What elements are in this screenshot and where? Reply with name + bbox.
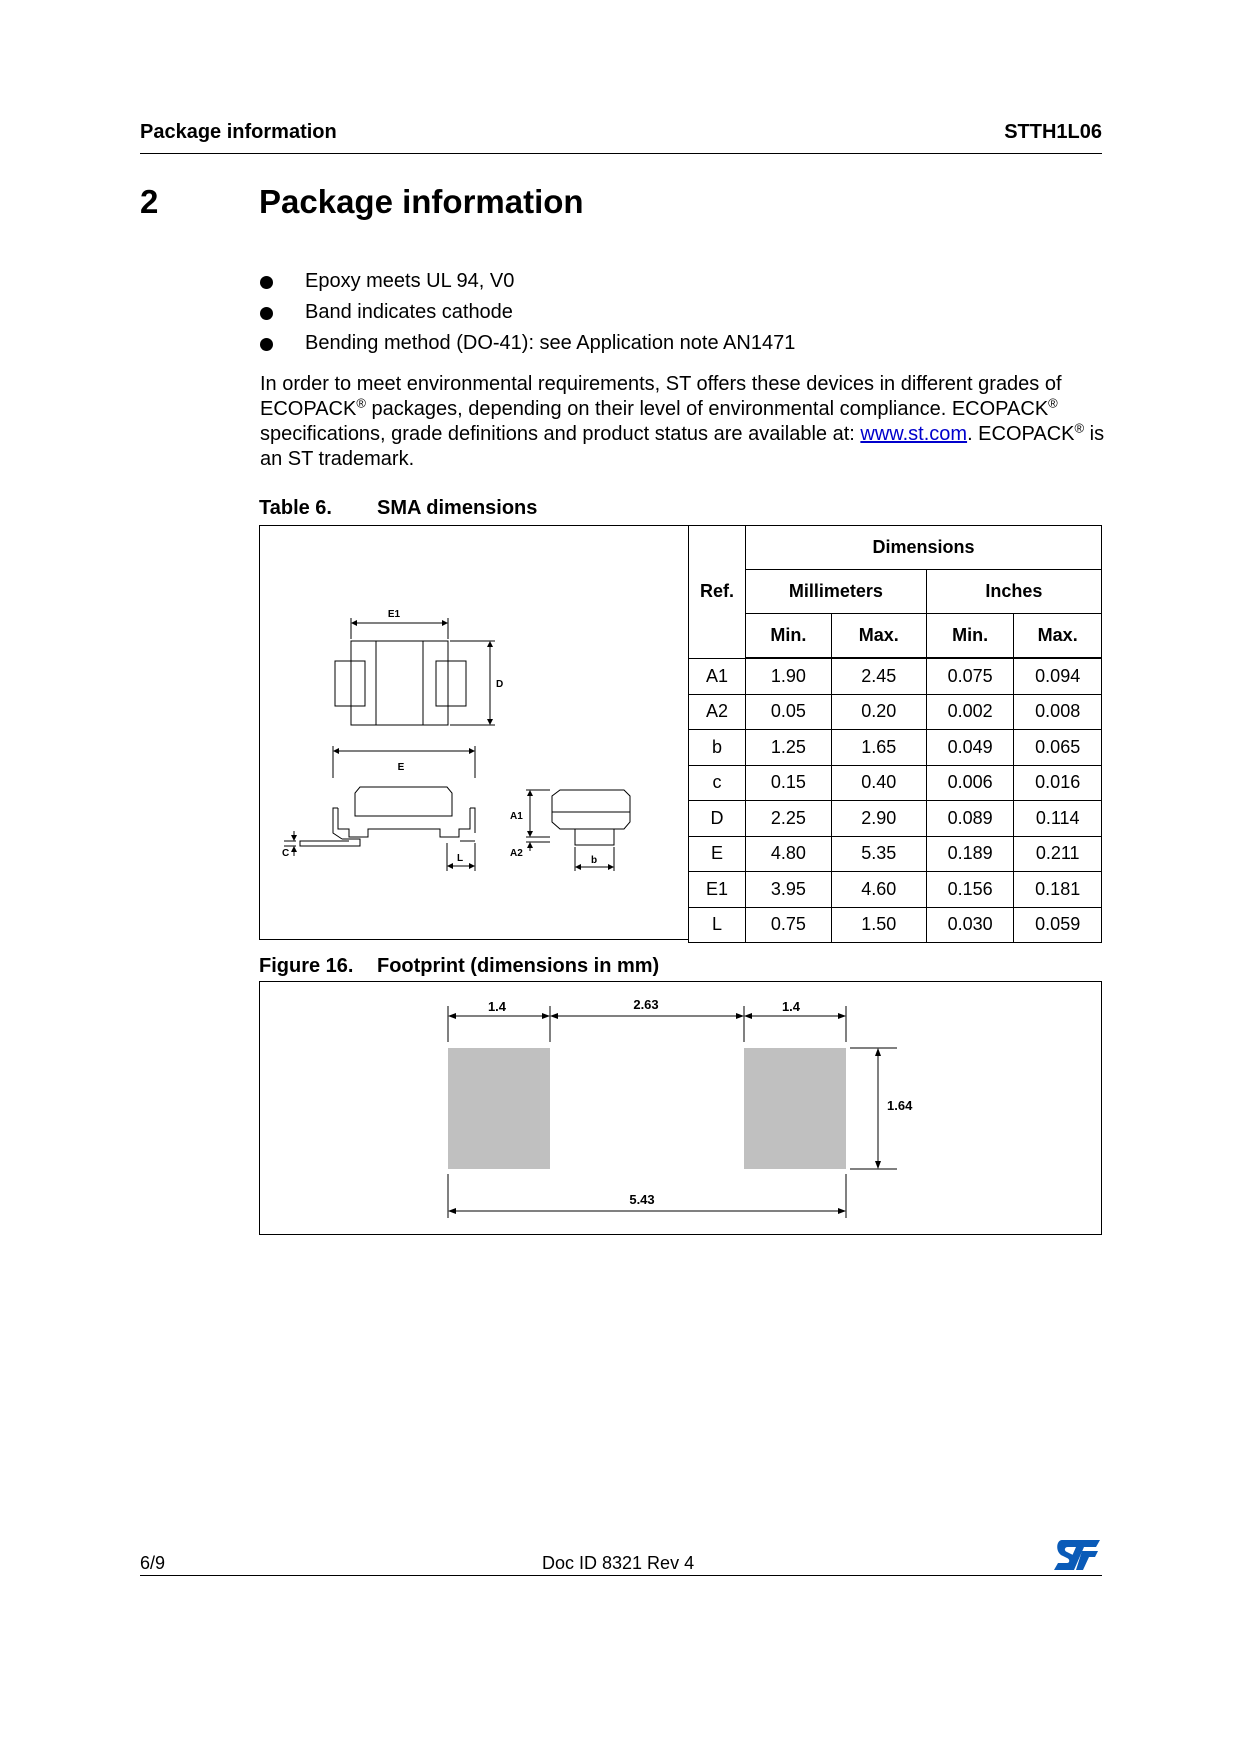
table-cell-value: 0.156 — [926, 872, 1014, 908]
label-C: C — [282, 848, 290, 859]
sma-package-drawing — [260, 526, 690, 941]
col-header-mm-min: Min. — [746, 614, 832, 659]
figure-caption-title: Footprint (dimensions in mm) — [377, 955, 660, 977]
table-cell-value: 1.65 — [831, 730, 926, 766]
col-header-inches: Inches — [926, 570, 1101, 614]
table-cell-value: 0.211 — [1014, 836, 1102, 872]
list-item: Bending method (DO-41): see Application note AN1471 — [260, 328, 795, 359]
table-cell-value: 4.80 — [746, 836, 832, 872]
table-cell-value: 0.75 — [746, 907, 832, 943]
table-cell-value: 0.40 — [831, 765, 926, 801]
svg-text:ST: ST — [952, 1437, 954, 1438]
table-cell-ref: L — [689, 907, 746, 943]
label-b: b — [590, 855, 598, 866]
ecopack-paragraph: In order to meet environmental requirements, ST offers these devices in different grades of ECOPACK® packages, depending on their level of environmental compliance. ECOPACK® specifications, grade definitions and product status are available at: www.st.com. ECOPACK® is an ST trademark. — [260, 373, 1105, 470]
table-row — [689, 872, 1102, 908]
package-drawing-cell — [259, 525, 689, 940]
table-cell-value: 1.25 — [746, 730, 832, 766]
table-cell-value: 0.075 — [926, 658, 1014, 694]
label-A2: A2 — [510, 848, 523, 859]
dim-total: 5.43 — [629, 1192, 655, 1207]
running-header-right: STTH1L06 — [1004, 121, 1102, 143]
dim-pad-left: 1.4 — [487, 999, 507, 1014]
col-header-millimeters: Millimeters — [746, 570, 927, 614]
table-cell-value: 0.181 — [1014, 872, 1102, 908]
table-caption-title: SMA dimensions — [377, 497, 538, 519]
table-cell-value: 0.094 — [1014, 658, 1102, 694]
table-cell-value: 0.002 — [926, 694, 1014, 730]
table-cell-value: 0.065 — [1014, 730, 1102, 766]
table-cell-value: 1.50 — [831, 907, 926, 943]
label-E1: E1 — [387, 609, 401, 620]
footprint-drawing — [260, 982, 1103, 1236]
table-row — [689, 907, 1102, 943]
bullet-icon — [260, 338, 273, 351]
table-cell-value: 0.059 — [1014, 907, 1102, 943]
table-cell-value: 3.95 — [746, 872, 832, 908]
table-cell-ref: E — [689, 836, 746, 872]
table-row — [689, 730, 1102, 766]
feature-list — [260, 266, 795, 359]
table-row — [689, 801, 1102, 837]
table-cell-value: 0.089 — [926, 801, 1014, 837]
header-rule — [140, 153, 1102, 154]
table-cell-value: 0.006 — [926, 765, 1014, 801]
col-header-ref: Ref. — [689, 526, 746, 659]
table-cell-value: 0.05 — [746, 694, 832, 730]
table-cell-value: 0.016 — [1014, 765, 1102, 801]
section-number: 2 — [140, 183, 159, 220]
footprint-pad-right — [744, 1048, 846, 1169]
page-number: 6/9 — [140, 1553, 166, 1573]
bullet-icon — [260, 276, 273, 289]
st-logo-icon — [952, 1437, 1102, 1573]
label-D: D — [496, 679, 504, 690]
table-cell-value: 4.60 — [831, 872, 926, 908]
table-cell-value: 0.189 — [926, 836, 1014, 872]
table-cell-ref: c — [689, 765, 746, 801]
col-header-in-max: Max. — [1014, 614, 1102, 659]
col-header-dimensions: Dimensions — [746, 526, 1102, 570]
figure-caption-label: Figure 16. — [259, 955, 354, 977]
table-row — [689, 836, 1102, 872]
st-logo — [952, 1437, 1102, 1573]
label-A1: A1 — [510, 811, 523, 822]
doc-id: Doc ID 8321 Rev 4 — [542, 1553, 695, 1573]
dim-height: 1.64 — [887, 1098, 913, 1113]
table-cell-value: 0.049 — [926, 730, 1014, 766]
table-cell-ref: D — [689, 801, 746, 837]
dim-pad-right: 1.4 — [781, 999, 801, 1014]
bullet-icon — [260, 307, 273, 320]
col-header-in-min: Min. — [926, 614, 1014, 659]
col-header-mm-max: Max. — [831, 614, 926, 659]
table-cell-value: 0.114 — [1014, 801, 1102, 837]
running-header-left: Package information — [140, 121, 337, 143]
table-cell-ref: E1 — [689, 872, 746, 908]
table-cell-value: 0.15 — [746, 765, 832, 801]
table-cell-value: 2.45 — [831, 658, 926, 694]
table-row — [689, 658, 1102, 694]
table-cell-value: 0.030 — [926, 907, 1014, 943]
st-website-link[interactable]: www.st.com — [860, 423, 968, 445]
table-cell-value: 2.25 — [746, 801, 832, 837]
table-cell-value: 0.008 — [1014, 694, 1102, 730]
table-cell-value: 0.20 — [831, 694, 926, 730]
table-cell-ref: A1 — [689, 658, 746, 694]
table-cell-value: 1.90 — [746, 658, 832, 694]
table-row — [689, 765, 1102, 801]
table-cell-value: 2.90 — [831, 801, 926, 837]
footprint-figure — [259, 981, 1102, 1235]
footprint-pad-left — [448, 1048, 550, 1169]
section-title: Package information — [259, 183, 584, 220]
footer-rule — [140, 1575, 1102, 1576]
table-cell-ref: A2 — [689, 694, 746, 730]
table-caption-label: Table 6. — [259, 497, 332, 519]
table-row — [689, 694, 1102, 730]
label-E: E — [397, 762, 405, 773]
dim-gap: 2.63 — [633, 997, 659, 1012]
label-L: L — [456, 853, 464, 864]
list-item: Band indicates cathode — [260, 297, 795, 328]
table-cell-value: 5.35 — [831, 836, 926, 872]
table-cell-ref: b — [689, 730, 746, 766]
list-item: Epoxy meets UL 94, V0 — [260, 266, 795, 297]
sma-dimensions-table — [688, 525, 1102, 943]
